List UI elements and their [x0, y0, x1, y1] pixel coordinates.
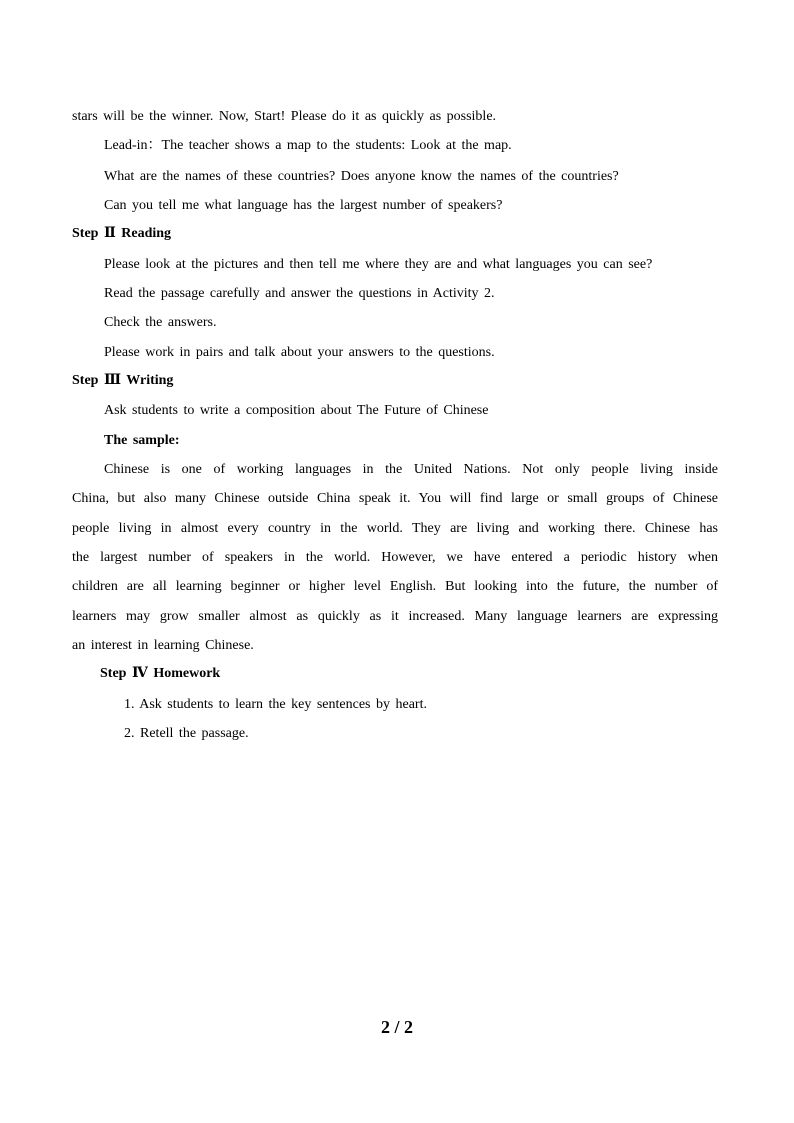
sample-paragraph-line-5: children are all learning beginner or higher level English. But looking into the future, the number of: [72, 579, 718, 594]
step-3-task: Ask students to write a composition about The Future of Chinese: [104, 403, 489, 418]
intro-question-1: What are the names of these countries? Does anyone know the names of the countries?: [104, 169, 619, 184]
lead-in-line: Lead-in：The teacher shows a map to the students: Look at the map.: [104, 138, 512, 153]
step-2-line-4: Please work in pairs and talk about your answers to the questions.: [104, 345, 495, 360]
intro-question-2: Can you tell me what language has the largest number of speakers?: [104, 198, 503, 213]
sample-label: The sample:: [104, 433, 180, 448]
homework-item-2: 2. Retell the passage.: [124, 726, 249, 741]
step-3-heading: Step Ⅲ Writing: [72, 373, 174, 388]
page-number: 2 / 2: [380, 1017, 413, 1037]
sample-paragraph-line-4: the largest number of speakers in the world. However, we have entered a periodic history when: [72, 550, 718, 565]
step-2-line-2: Read the passage carefully and answer the questions in Activity 2.: [104, 286, 495, 301]
sample-paragraph-line-6: learners may grow smaller almost as quickly as it increased. Many language learners are expressing: [72, 609, 718, 624]
homework-item-1: 1. Ask students to learn the key sentences by heart.: [124, 697, 427, 712]
sample-paragraph-line-1: Chinese is one of working languages in the United Nations. Not only people living inside: [104, 462, 718, 477]
step-2-heading: Step Ⅱ Reading: [72, 226, 172, 241]
step-2-line-3: Check the answers.: [104, 315, 217, 330]
step-2-line-1: Please look at the pictures and then tell me where they are and what languages you can see?: [104, 257, 653, 272]
sample-paragraph-line-7: an interest in learning Chinese.: [72, 638, 254, 653]
step-4-heading: Step Ⅳ Homework: [100, 666, 221, 681]
sample-paragraph-line-2: China, but also many Chinese outside China speak it. You will find large or small groups of Chinese: [72, 491, 718, 506]
sample-paragraph-line-3: people living in almost every country in the world. They are living and working there. Chinese has: [72, 521, 718, 536]
intro-line-1: stars will be the winner. Now, Start! Please do it as quickly as possible.: [72, 109, 497, 124]
